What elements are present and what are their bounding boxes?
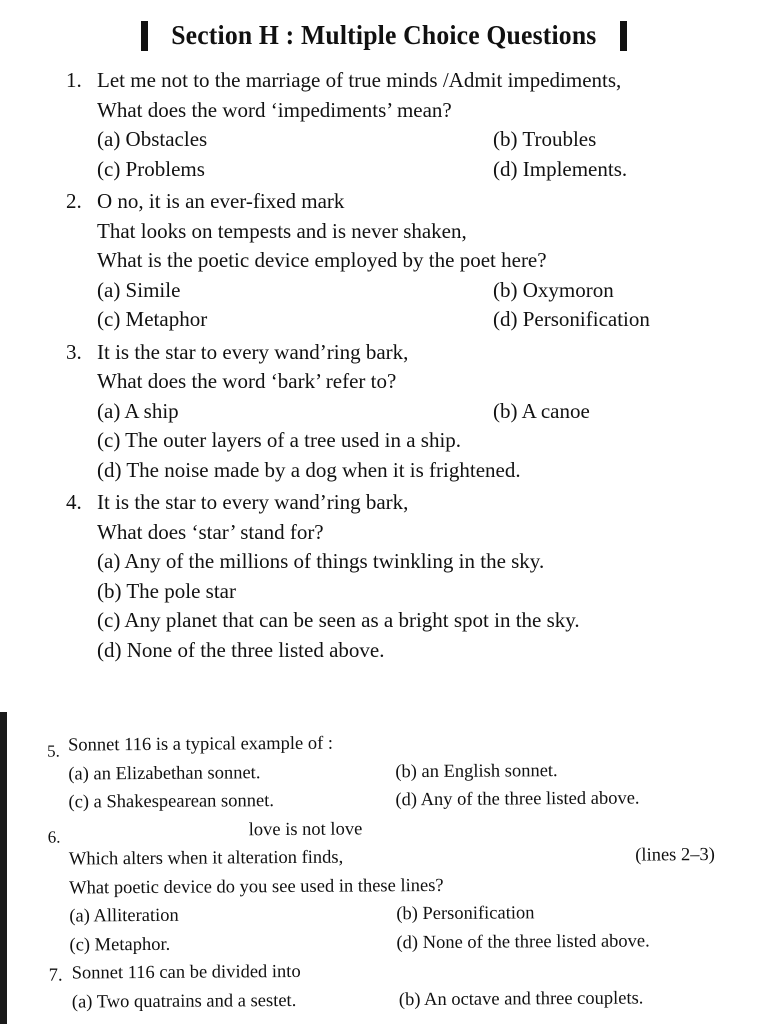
question-number: 5. [47,741,60,761]
header-bar-right [620,21,627,51]
option-a: (a) Simile [97,277,181,302]
question-number: 6. [47,827,61,847]
section-title: Section H : Multiple Choice Questions [171,20,597,50]
question-text: What does the word ‘bark’ refer to? [97,369,397,393]
option-c: (c) Problems [97,156,205,181]
section-header [0,20,768,51]
questions-top [0,66,768,668]
option-c: (c) Metaphor [97,307,208,331]
option-b: (b) Oxymoron [493,277,614,302]
option-d: (d) Implements. [493,156,628,181]
question-text: What does ‘star’ stand for? [97,519,324,544]
option-a: (a) Obstacles [97,127,208,151]
option-row [97,305,768,335]
quoted-line: Which alters when it alteration finds, [68,847,344,870]
option-c: (c) Any planet that can be seen as a bright spot in the sky. [97,608,580,632]
question-number: 3. [66,339,82,364]
option-b: (b) A canoe [493,398,590,423]
option-d: (d) Any of the three listed above. [395,788,640,811]
option-d: (d) None of the three listed above. [97,637,385,662]
question-text: That looks on tempests and is never shaken, [97,218,467,243]
question-number: 2. [66,189,82,213]
option-b: (b) Personification [396,903,535,925]
question-text: O no, it is an ever-fixed mark [97,189,345,213]
option-c: (c) The outer layers of a tree used in a ship. [97,428,462,452]
option-row [72,983,768,1016]
option-a: (a) Two quatrains and a sestet. [71,990,297,1013]
option-b: (b) Troubles [493,127,597,151]
question-text: It is the star to every wand’ring bark, [97,490,409,514]
option-b: (b) An octave and three couplets. [398,988,644,1010]
question-1 [0,66,768,184]
question-2 [0,187,768,335]
option-row [97,125,768,155]
question-number: 4. [66,490,82,514]
question-text: Sonnet 116 is a typical example of : [68,733,334,756]
question-number: 7. [48,965,63,986]
question-3 [0,338,768,486]
question-6 [1,812,768,960]
question-number: 1. [66,68,82,92]
quoted-line: love is not love [248,818,363,840]
option-a: (a) Any of the millions of things twinkling in the sky. [97,549,545,573]
option-a: (a) A ship [97,398,179,423]
option-row [97,276,768,306]
question-text: Sonnet 116 can be divided into [71,961,301,984]
quoted-line-row [69,841,768,874]
question-text: What poetic device do you see used in these lines? [69,875,444,899]
option-b: (b) The pole star [97,578,236,603]
header-bar-left [141,21,148,51]
question-5 [0,727,768,818]
question-text: What does the word ‘impediments’ mean? [97,97,452,122]
option-d: (d) None of the three listed above. [396,930,650,953]
question-7 [2,955,768,1017]
lines-reference: (lines 2–3) [635,845,715,866]
option-d: (d) Personification [493,307,650,331]
option-b: (b) an English sonnet. [395,760,558,782]
option-a: (a) an Elizabethan sonnet. [68,762,261,785]
option-row [97,397,768,427]
question-text: What is the poetic device employed by the poet here? [97,248,547,272]
question-text: It is the star to every wand’ring bark, [97,339,409,364]
option-a: (a) Alliteration [69,905,179,927]
option-c: (c) Metaphor. [69,934,171,956]
question-4 [0,488,768,665]
option-d: (d) The noise made by a dog when it is frightened. [97,457,521,482]
option-row [97,155,768,185]
option-c: (c) a Shakespearean sonnet. [68,791,275,813]
question-text: Let me not to the marriage of true minds /Admit impediments, [97,68,622,92]
questions-bottom [0,727,768,1017]
